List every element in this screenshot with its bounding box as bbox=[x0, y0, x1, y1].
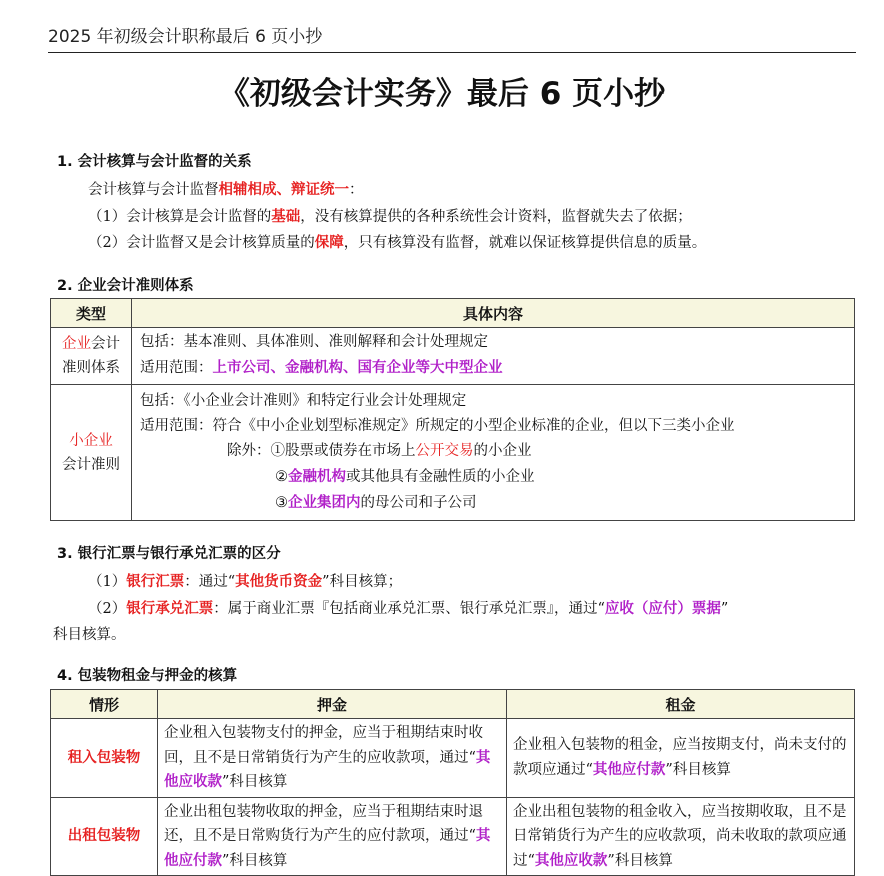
section-1-heading: 1. 会计核算与会计监督的关系 bbox=[57, 154, 252, 170]
col-case: 情形 bbox=[51, 690, 158, 719]
col-content: 具体内容 bbox=[132, 299, 855, 328]
table-row bbox=[51, 328, 855, 385]
rent-rent-out: 企业出租包装物的租金收入，应当按期收取，且不是日常销货行为产生的应收款项，尚未收取的款项应通过“其他应收款”科目核算 bbox=[507, 797, 855, 876]
row-content-enterprise: 包括：基本准则、具体准则、准则解释和会计处理规定 适用范围：上市公司、金融机构、国有企业等大中型企业 bbox=[132, 328, 855, 385]
col-type: 类型 bbox=[51, 299, 132, 328]
row-content-small: 包括：《小企业会计准则》和特定行业会计处理规定 适用范围：符合《中小企业划型标准规定》所规定的小型企业标准的企业，但以下三类小企业 除外：①股票或债券在市场上公开交易的小企业 ②金融机构或其他具有金融性质的小企业 ③企业集团内的母公司和子公司 bbox=[132, 385, 855, 521]
case-rent-out: 出租包装物 bbox=[51, 797, 158, 876]
table-header-row bbox=[51, 299, 855, 328]
accounting-standards-table bbox=[50, 298, 855, 521]
deposit-rent-out: 企业出租包装物收取的押金，应当于租期结束时退还，且不是日常购货行为产生的应付款项，通过“其他应付款”科目核算 bbox=[158, 797, 507, 876]
case-rent-in: 租入包装物 bbox=[51, 719, 158, 798]
deposit-rent-in: 企业租入包装物支付的押金，应当于租期结束时收回，且不是日常销货行为产生的应收款项，通过“其他应收款”科目核算 bbox=[158, 719, 507, 798]
s3-point-2-cont: 科目核算。 bbox=[53, 627, 126, 643]
col-rent: 租金 bbox=[507, 690, 855, 719]
table-row bbox=[51, 385, 855, 521]
table-row bbox=[51, 797, 855, 876]
row-type-enterprise: 企业会计 准则体系 bbox=[51, 328, 132, 385]
page-title: 《初级会计实务》最后 6 页小抄 bbox=[218, 76, 666, 112]
s1-intro: 会计核算与会计监督相辅相成、辩证统一： bbox=[88, 181, 364, 198]
col-deposit: 押金 bbox=[158, 690, 507, 719]
table-header-row bbox=[51, 690, 855, 719]
s3-point-1: （1）银行汇票：通过“其他货币资金”科目核算； bbox=[88, 573, 403, 590]
table-row bbox=[51, 719, 855, 798]
section-2-heading: 2. 企业会计准则体系 bbox=[57, 278, 194, 294]
rent-rent-in: 企业租入包装物的租金，应当按期支付，尚未支付的款项应通过“其他应付款”科目核算 bbox=[507, 719, 855, 798]
section-4-heading: 4. 包装物租金与押金的核算 bbox=[57, 668, 238, 684]
row-type-small: 小企业 会计准则 bbox=[51, 385, 132, 521]
s3-point-2: （2）银行承兑汇票：属于商业汇票『包括商业承兑汇票、银行承兑汇票』，通过“应收（应付）票据” bbox=[88, 600, 729, 617]
running-header: 2025 年初级会计职称最后 6 页小抄 bbox=[48, 22, 856, 53]
s1-point-2: （2）会计监督又是会计核算质量的保障，只有核算没有监督，就难以保证核算提供信息的质量。 bbox=[88, 234, 707, 251]
section-3-heading: 3. 银行汇票与银行承兑汇票的区分 bbox=[57, 546, 281, 562]
s1-point-1: （1）会计核算是会计监督的基础，没有核算提供的各种系统性会计资料，监督就失去了依据； bbox=[88, 208, 692, 225]
packaging-table bbox=[50, 689, 855, 876]
